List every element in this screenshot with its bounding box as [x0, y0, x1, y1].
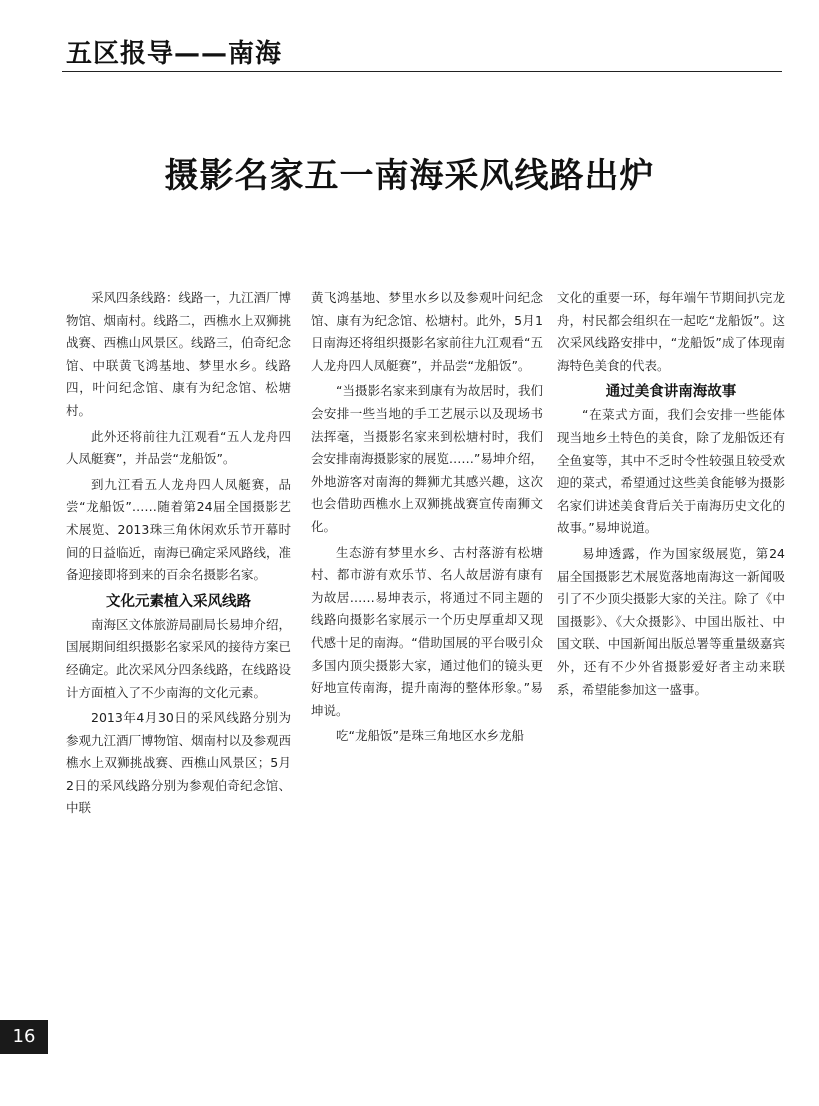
article-column-2 [311, 287, 543, 751]
page-number: 16 [0, 1020, 48, 1054]
subheading: 通过美食讲南海故事 [605, 384, 737, 401]
subheading: 文化元素植入采风线路 [106, 593, 251, 610]
article-column-3 [557, 287, 785, 704]
paragraph: “在菜式方面，我们会安排一些能体现当地乡土特色的美食，除了龙船饭还有全鱼宴等，其中不乏时令性较强且较受欢迎的菜式，希望通过这些美食能够为摄影名家们讲述美食背后关于南海历史文化的故事。”易坤说道。 [557, 407, 785, 536]
article-column-1 [66, 287, 291, 823]
paragraph: 此外还将前往九江观看“五人龙舟四人凤艇赛”，并品尝“龙船饭”。 [66, 428, 291, 467]
paragraph: 吃“龙船饭”是珠三角地区水乡龙船 [336, 728, 524, 744]
paragraph: 到九江看五人龙舟四人凤艇赛，品尝“龙船饭”……随着第24届全国摄影艺术展览、2013珠三角休闲欢乐节开幕时间的日益临近，南海已确定采风路线，准备迎接即将到来的百余名摄影名家。 [66, 476, 292, 583]
paragraph: 采风四条线路：线路一，九江酒厂博物馆、烟南村。线路二，西樵水上双狮挑战赛、西樵山风景区。线路三，伯奇纪念馆、中联黄飞鸿基地、梦里水乡。线路四，叶问纪念馆、康有为纪念馆、松塘村。 [66, 290, 292, 418]
article-title: 摄影名家五一南海采风线路出炉 [164, 156, 655, 196]
paragraph: 南海区文体旅游局副局长易坤介绍，国展期间组织摄影名家采风的接待方案已经确定。此次采风分四条线路，在线路设计方面植入了不少南海的文化元素。 [66, 616, 292, 700]
paragraph: 文化的重要一环，每年端午节期间扒完龙舟，村民都会组织在一起吃“龙船饭”。这次采风线路安排中，“龙船饭”成了体现南海特色美食的代表。 [557, 290, 785, 373]
section-header: 五区报导——南海 [66, 39, 283, 69]
paragraph: 生态游有梦里水乡、古村落游有松塘村、都市游有欢乐节、名人故居游有康有为故居……易坤表示，将通过不同主题的线路向摄影名家展示一个历史厚重却又现代感十足的南海。“借助国展的平台吸引众多国内顶尖摄影大家，通过他们的镜头更好地宣传南海，提升南海的整体形象。”易坤说。 [311, 544, 543, 718]
header-rule [62, 71, 782, 72]
paragraph: “当摄影名家来到康有为故居时，我们会安排一些当地的手工艺展示以及现场书法挥毫，当摄影名家来到松塘村时，我们会安排南海摄影家的展览……”易坤介绍，外地游客对南海的舞狮尤其感兴趣，这次也会借助西樵水上双狮挑战赛宣传南狮文化。 [311, 383, 543, 534]
paragraph: 2013年4月30日的采风线路分别为参观九江酒厂博物馆、烟南村以及参观西樵水上双狮挑战赛、西樵山风景区；5月2日的采风线路分别为参观伯奇纪念馆、中联 [66, 710, 292, 816]
paragraph: 易坤透露，作为国家级展览，第24届全国摄影艺术展览落地南海这一新闻吸引了不少顶尖摄影大家的关注。除了《中国摄影》、《大众摄影》、中国出版社、中国文联、中国新闻出版总署等重量级嘉宾外，还有不少外省摄影爱好者主动来联系，希望能参加这一盛事。 [557, 545, 785, 697]
paragraph: 黄飞鸿基地、梦里水乡以及参观叶问纪念馆、康有为纪念馆、松塘村。此外，5月1日南海还将组织摄影名家前往九江观看“五人龙舟四人凤艇赛”，并品尝“龙船饭”。 [311, 290, 543, 373]
